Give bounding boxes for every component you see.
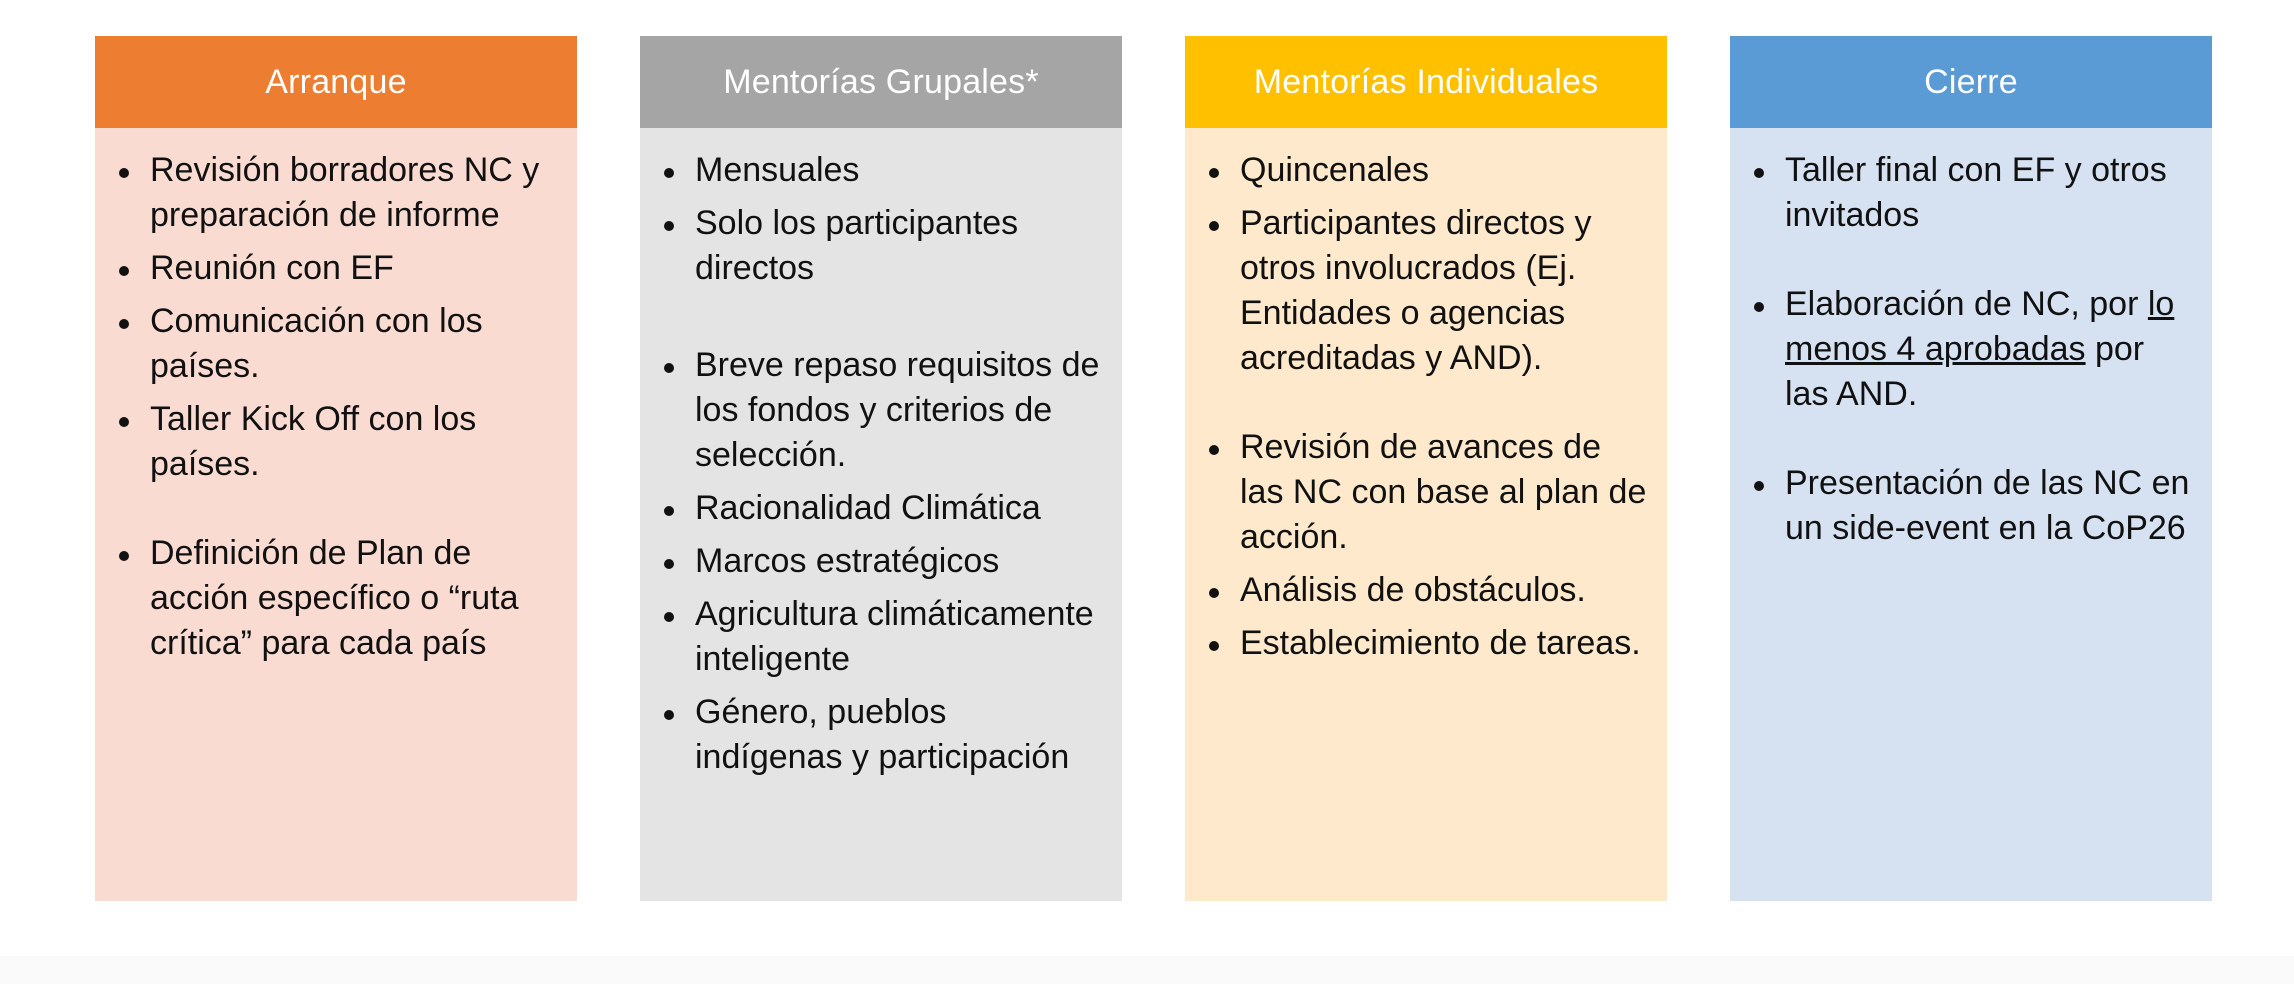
list-item: Solo los participantes directos bbox=[660, 201, 1102, 291]
list-item: Participantes directos y otros involucrados (Ej. Entidades o agencias acreditadas y AND). bbox=[1205, 201, 1647, 381]
list-item: Taller final con EF y otros invitados bbox=[1750, 148, 2192, 238]
column-body-mentorias-grupales bbox=[640, 128, 1122, 901]
page-footer-band bbox=[0, 956, 2294, 984]
list-item: Agricultura climáticamente inteligente bbox=[660, 592, 1102, 682]
process-columns bbox=[95, 36, 2209, 901]
item-text-prefix: Elaboración de NC, por bbox=[1785, 285, 2148, 323]
list-item: Establecimiento de tareas. bbox=[1205, 621, 1647, 666]
list-item: Revisión de avances de las NC con base al plan de acción. bbox=[1205, 425, 1647, 560]
column-mentorias-individuales bbox=[1185, 36, 1667, 901]
list-item: Género, pueblos indígenas y participación bbox=[660, 690, 1102, 780]
list-item: Revisión borradores NC y preparación de informe bbox=[115, 148, 557, 238]
column-header-cierre: Cierre bbox=[1730, 36, 2212, 128]
item-list-cierre bbox=[1750, 148, 2192, 551]
list-item: Quincenales bbox=[1205, 148, 1647, 193]
item-list-mentorias-grupales bbox=[660, 148, 1102, 780]
list-item bbox=[1750, 282, 2192, 417]
list-item: Definición de Plan de acción específico o “ruta crítica” para cada país bbox=[115, 531, 557, 666]
column-arranque bbox=[95, 36, 577, 901]
column-body-arranque bbox=[95, 128, 577, 901]
list-item: Racionalidad Climática bbox=[660, 486, 1102, 531]
item-text-suffix: por las AND. bbox=[1785, 330, 2145, 413]
list-item: Marcos estratégicos bbox=[660, 539, 1102, 584]
list-item: Comunicación con los países. bbox=[115, 299, 557, 389]
list-item: Presentación de las NC en un side-event en la CoP26 bbox=[1750, 461, 2192, 551]
column-body-mentorias-individuales bbox=[1185, 128, 1667, 901]
list-item: Mensuales bbox=[660, 148, 1102, 193]
item-list-arranque bbox=[115, 148, 557, 666]
list-item: Análisis de obstáculos. bbox=[1205, 568, 1647, 613]
column-body-cierre bbox=[1730, 128, 2212, 901]
column-header-arranque: Arranque bbox=[95, 36, 577, 128]
item-text-underlined: lo menos 4 aprobadas bbox=[1785, 285, 2175, 368]
column-cierre bbox=[1730, 36, 2212, 901]
column-header-mentorias-individuales: Mentorías Individuales bbox=[1185, 36, 1667, 128]
column-header-mentorias-grupales: Mentorías Grupales* bbox=[640, 36, 1122, 128]
item-list-mentorias-individuales bbox=[1205, 148, 1647, 666]
list-item: Reunión con EF bbox=[115, 246, 557, 291]
list-item: Taller Kick Off con los países. bbox=[115, 397, 557, 487]
list-item: Breve repaso requisitos de los fondos y criterios de selección. bbox=[660, 343, 1102, 478]
column-mentorias-grupales bbox=[640, 36, 1122, 901]
